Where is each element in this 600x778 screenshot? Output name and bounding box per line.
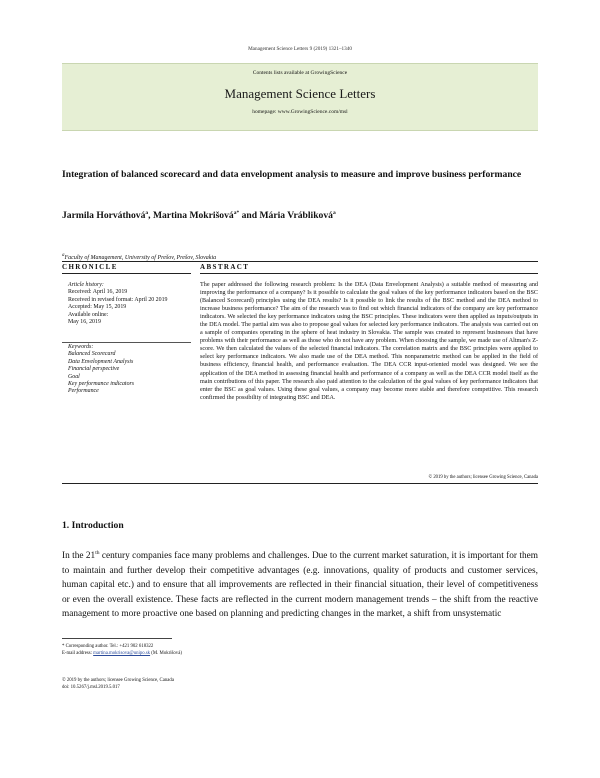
divider [200,273,538,274]
abstract-text: The paper addressed the following research problem: Is the DEA (Data Envelopment Analysis) a suitable method of measuring and improving the performance of a company? Is it possible to calculate the goal values of the key performance indicators based on the BSC (Balanced Scorecard) principles using the DEA results? Is it possible to link the results of the BSC method and the DEA method to increase business performance? The aim of the research was to find out which financial indicators of the company are key performance indicators. We selected the key performance indicators using the BSC principles. These indicators were then applied as inputs/outputs in the DEA model. The partial aim was also to propose goal values for selected key performance indicators. The analysis was carried out on a sample of companies operating in the sphere of heat industry in Slovakia. The sample was created to represent businesses that have problems with their performance as well as those who do not have any problem. When choosing the sample, we made use of Altman's Z-score. We then calculated the values of the selected financial indicators. The correlation matrix and the BSC principles were applied to select key performance indicators. We also made use of the DEA method. This nonparametric method can be applied in the field of business efficiency, financial health, and performance evaluation. The DEA CCR input-oriented model was designed. We see the application of the DEA method in assessing financial health and performance of a company as well as the DEA CCR model itself as the main contributions of this paper. The research also paid attention to the calculation of the goal values of key performance indicators that enter the BSC as goal values. Using these goal values, a company may become more stable and therefore competitive. This research confirmed the possibility of integrating BSC and DEA. [200,282,538,401]
author-separator: and [239,210,260,222]
running-header: Management Science Letters 9 (2019) 1321–1340 [248,46,352,52]
contents-line: Contents lists available at GrowingScience [252,70,348,76]
keywords-label: Keywords: [68,344,94,350]
author-separator: , [148,210,153,222]
divider [62,273,191,274]
history-line: Available online: [68,311,109,318]
author-sup: a* [233,210,240,216]
footnote-divider [62,638,172,639]
divider [62,342,191,343]
chronicle-heading: CHRONICLE [62,263,118,271]
affiliation [62,253,538,261]
history-label: Article history: [68,282,104,288]
journal-title: Management Science Letters [224,86,376,101]
history-line: Received in revised format: April 20 2019 [68,296,168,303]
keyword: Goal [68,373,80,380]
author-name: Mária Vrábliková [259,210,333,222]
article-title: Integration of balanced scorecard and data envelopment analysis to measure and improve business performance [62,169,522,180]
keyword: Key performance indicators [68,381,135,388]
author-sup: a [145,210,149,216]
keyword: Performance [68,388,99,395]
author-sup: a [332,210,336,216]
affiliation-sup: a [62,253,65,258]
journal-homepage: homepage: www.GrowingScience.com/msl [252,109,348,115]
intro-text-part: In the 21 [62,551,96,562]
author-name: Jarmila Horváthová [62,210,146,222]
keyword: Data Envelopment Analysis [68,358,134,365]
page-footer [62,677,362,691]
email-line [62,650,362,657]
keyword: Balanced Scorecard [68,351,116,358]
history-line: Accepted: May 15, 2019 [68,304,127,311]
affiliation-text: Faculty of Management, University of Prešov, Prešov, Slovakia [64,255,217,261]
intro-text-part: century companies face many problems and challenges. Due to the current market saturation, it is important for them to maintain and further develop their competitive advantages (e.g. innovations, quality of products and customer services, human capital etc.) and to ensure that all improvements are reflected in their financial situation, their level of competitiveness or even the overall existence. These facts are reflected in the current modern management trends – the shift from the reactive management to more proactive one based on planning and predicting changes in the market, a shift from unsystematic [62,551,538,620]
author-list [62,210,538,221]
email-label: E-mail address: [62,651,94,656]
divider [62,483,538,484]
footer-doi: doi: 10.5267/j.msl.2019.5.017 [62,685,120,690]
journal-banner [62,63,538,131]
intro-sup: th [95,550,100,556]
introduction-text [62,546,538,622]
abstract-copyright: © 2019 by the authors; licensee Growing Science, Canada [428,475,538,480]
email-suffix: (M. Mokrišová) [150,651,182,656]
author-name: Martina Mokrišová [152,210,234,222]
keywords-block [68,344,188,396]
section-heading: 1. Introduction [62,520,124,531]
article-history [68,282,188,326]
corresponding-author: * Corresponding author. Tel.: +421 902 618322 [62,644,154,649]
footnotes [62,643,362,657]
footer-copyright: © 2019 by the authors; licensee Growing Science, Canada [62,678,174,683]
divider [62,261,538,262]
history-line: Received: April 16, 2019 [68,289,128,296]
history-line: May 16, 2019 [68,319,101,326]
keyword: Financial perspective [68,366,120,373]
abstract-heading: ABSTRACT [200,263,250,271]
email-link[interactable]: martina.mokrisova@unipo.sk [93,651,151,656]
